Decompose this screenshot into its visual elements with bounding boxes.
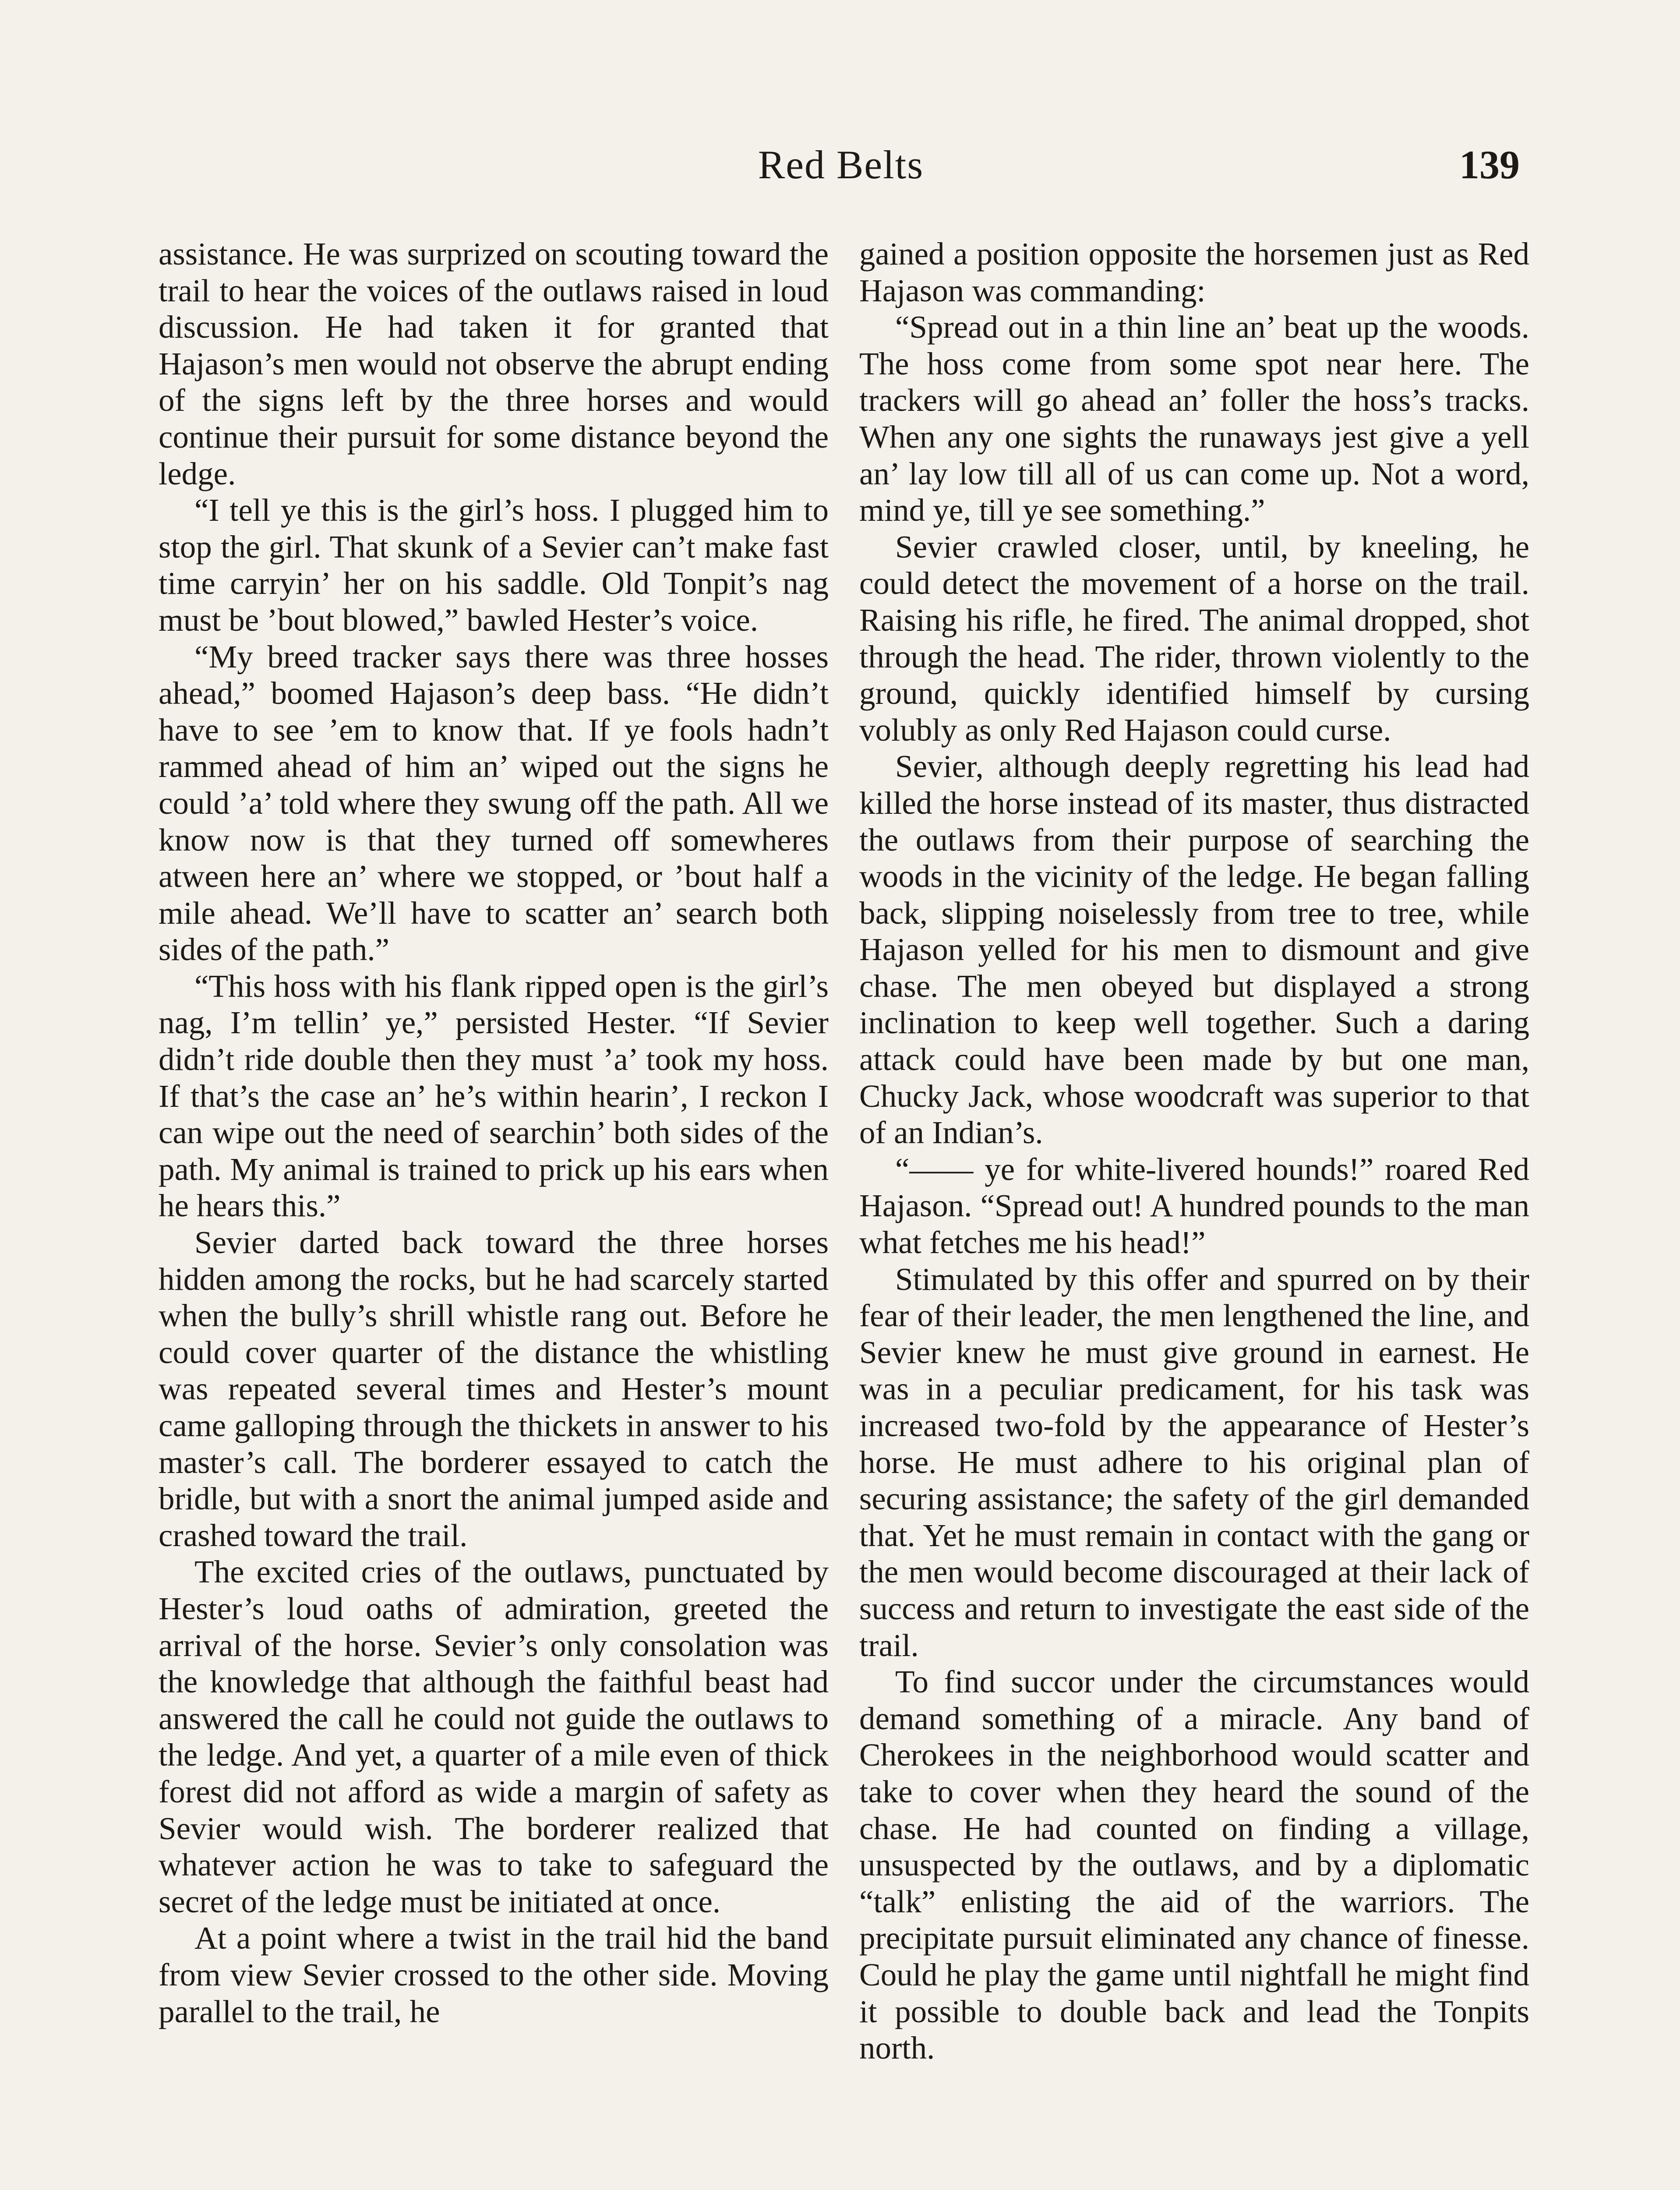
paragraph: The excited cries of the outlaws, punctuated by Hester’s loud oaths of admiration, greeted the arrival of the horse. Sevier’s only consolation was the knowledge that although the faithful beast had answered the call he could not guide the outlaws to the ledge. And yet, a quarter of a mile even of thick forest did not afford as wide a margin of safety as Sevier would wish. The borderer realized that whatever action he was to take to safeguard the secret of the ledge must be initiated at once. — [159, 1554, 829, 1919]
paragraph: “I tell ye this is the girl’s hoss. I plugged him to stop the girl. That skunk of a Sevier can’t make fast time carryin’ her on his saddle. Old Tonpit’s nag must be ’bout blowed,” bawled Hester’s voice. — [159, 492, 829, 638]
paragraph: assistance. He was surprized on scouting toward the trail to hear the voices of the outlaws raised in loud discussion. He had taken it for granted that Hajason’s men would not observe the abrupt ending of the signs left by the three horses and would continue their pursuit for some distance beyond the ledge. — [159, 236, 829, 491]
paragraph: Sevier, although deeply regretting his lead had killed the horse instead of its master, thus distracted the outlaws from their purpose of searching the woods in the vicinity of the ledge. He began falling back, slipping noiselessly from tree to tree, while Hajason yelled for his men to dismount and give chase. The men obeyed but displayed a strong inclination to keep well together. Such a daring attack could have been made by but one man, Chucky Jack, whose woodcraft was superior to that of an Indian’s. — [859, 749, 1529, 1151]
paragraph: To find succor under the circumstances would demand something of a miracle. Any band of Cherokees in the neighborhood would scatter and take to cover when they heard the sound of the chase. He had counted on finding a village, unsuspected by the outlaws, and by a diplomatic “talk” enlisting the aid of the warriors. The precipitate pursuit eliminated any chance of finesse. Could he play the game until nightfall he might find it possible to double back and lead the Tonpits north. — [859, 1664, 1529, 2066]
paragraph: Sevier darted back toward the three horses hidden among the rocks, but he had scarcely started when the bully’s shrill whistle rang out. Before he could cover quarter of the distance the whistling was repeated several times and Hester’s mount came galloping through the thickets in answer to his master’s call. The borderer essayed to catch the bridle, but with a snort the animal jumped aside and crashed toward the trail. — [159, 1225, 829, 1553]
left-text-column — [159, 236, 829, 2030]
paragraph: “My breed tracker says there was three hosses ahead,” boomed Hajason’s deep bass. “He didn’t have to see ’em to know that. If ye fools hadn’t rammed ahead of him an’ wiped out the signs he could ’a’ told where they swung off the path. All we know now is that they turned off somewheres atween here an’ where we stopped, or ’bout half a mile ahead. We’ll have to scatter an’ search both sides of the path.” — [159, 639, 829, 968]
paragraph: “This hoss with his flank ripped open is the girl’s nag, I’m tellin’ ye,” persisted Hester. “If Sevier didn’t ride double then they must ’a’ took my hoss. If that’s the case an’ he’s within hearin’, I reckon I can wipe out the need of searchin’ both sides of the path. My animal is trained to prick up his ears when he hears this.” — [159, 968, 829, 1224]
paragraph: gained a position opposite the horsemen just as Red Hajason was commanding: — [859, 236, 1529, 308]
paragraph: Sevier crawled closer, until, by kneeling, he could detect the movement of a horse on the trail. Raising his rifle, he fired. The animal dropped, shot through the head. The rider, thrown violently to the ground, quickly identified himself by cursing volubly as only Red Hajason could curse. — [859, 529, 1529, 748]
paragraph: “—— ye for white-livered hounds!” roared Red Hajason. “Spread out! A hundred pounds to the man what fetches me his head!” — [859, 1151, 1529, 1261]
page-number: 139 — [1459, 142, 1520, 187]
running-title: Red Belts — [758, 142, 924, 187]
right-text-column — [859, 236, 1529, 2066]
paragraph: At a point where a twist in the trail hid the band from view Sevier crossed to the other side. Moving parallel to the trail, he — [159, 1920, 829, 2029]
paragraph: Stimulated by this offer and spurred on by their fear of their leader, the men lengthened the line, and Sevier knew he must give ground in earnest. He was in a peculiar predicament, for his task was increased two-fold by the appearance of Hester’s horse. He must adhere to his original plan of securing assistance; the safety of the girl demanded that. Yet he must remain in contact with the gang or the men would become discouraged at their lack of success and return to investigate the east side of the trail. — [859, 1261, 1529, 1663]
paragraph: “Spread out in a thin line an’ beat up the woods. The hoss come from some spot near here. The trackers will go ahead an’ foller the hoss’s tracks. When any one sights the runaways jest give a yell an’ lay low till all of us can come up. Not a word, mind ye, till ye see something.” — [859, 309, 1529, 528]
